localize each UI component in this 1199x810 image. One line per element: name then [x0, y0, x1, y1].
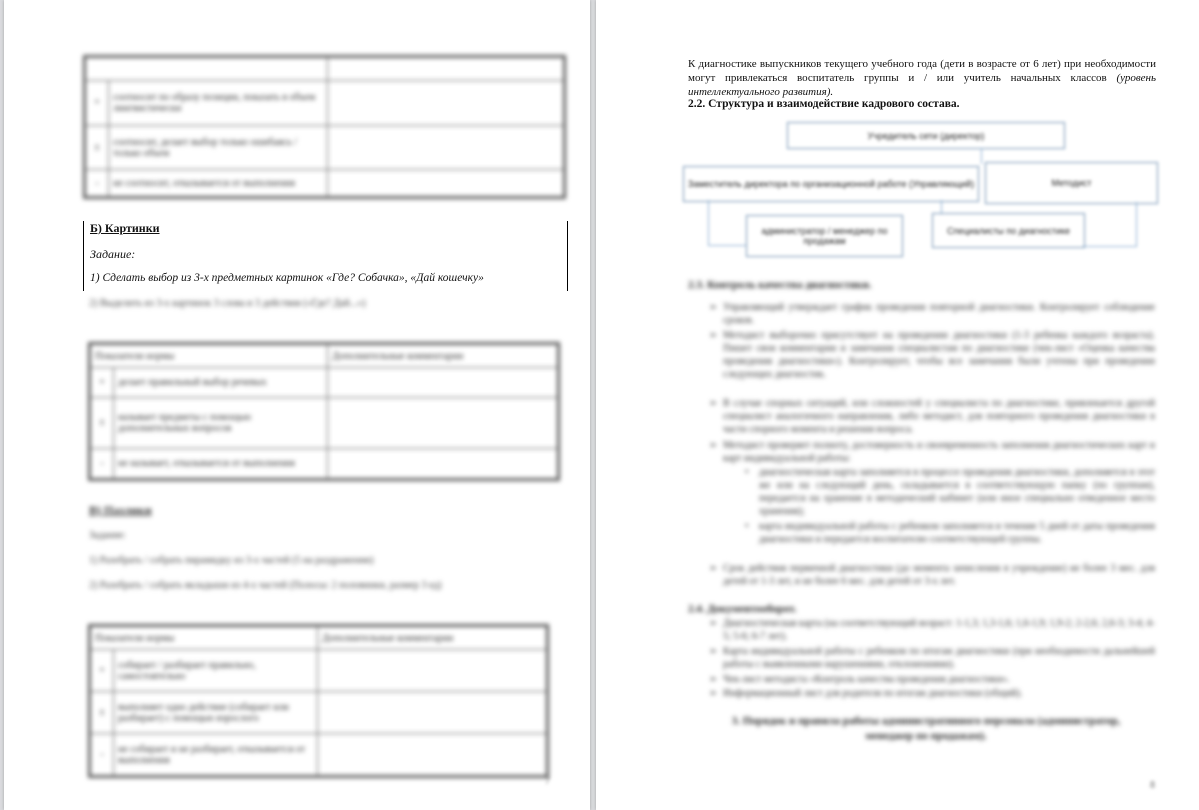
table-row	[91, 734, 547, 776]
table-row	[91, 650, 547, 692]
list-item	[709, 687, 1155, 700]
org-box-founder: Учредитель сети (директор)	[787, 122, 1065, 149]
arrow-bullet-icon: ➢	[709, 330, 718, 341]
list-item	[709, 439, 1155, 465]
page-number-right: 8	[1150, 780, 1155, 791]
list-item-text: Информационный лист для родителя по итогам диагностики (общий).	[723, 688, 1023, 699]
table-row	[86, 81, 564, 126]
list-item-text: Чек-лист методиста «Контроль качества проведения диагностики».	[723, 674, 1010, 685]
comment-cell	[318, 650, 547, 692]
mark-cell: +	[91, 368, 114, 398]
org-box-deputy: Заместитель директора по организационной работе (Управляющий)	[683, 166, 979, 202]
criteria-text: соотносит, делает выбор только ошибаясь / только объем	[109, 125, 328, 170]
section-c-task-1: 1) Разобрать / собрать пирамидку из 3-х частей (5 на раздражении)	[89, 555, 374, 566]
table-row	[86, 125, 564, 170]
page-number-left: 7	[545, 776, 550, 787]
list-item	[709, 562, 1155, 588]
mark-cell: ±	[91, 692, 114, 734]
mark-cell: +	[86, 81, 109, 126]
org-box-specialists: Специалисты по диагностике	[932, 213, 1085, 248]
comment-cell	[328, 170, 564, 197]
org-connector	[1083, 246, 1136, 247]
dot-bullet-icon: •	[745, 467, 749, 478]
comment-cell	[328, 398, 558, 449]
comment-cell	[318, 734, 547, 776]
list-item-text: карта индивидуальной работы с ребенком заполняется в течение 5 дней от даты проведения диагностики и передается воспитателю соответствующей группы.	[759, 521, 1155, 545]
list-item-text: Управляющий утверждает график проведения повторной диагностики. Контролирует соблюдение сроков.	[723, 302, 1155, 326]
org-chart	[596, 0, 1199, 260]
intro-italic: (уровень интеллектуального развития).	[688, 72, 1157, 98]
arrow-bullet-icon: ➢	[709, 646, 718, 657]
list-item	[709, 329, 1155, 381]
list-item	[709, 397, 1155, 436]
criteria-text: собирает / разбирает правильно, самостоятельно	[114, 650, 318, 692]
list-item-text: Карта индивидуальной работы с ребенком по итогам диагностики (при необходимости дальнейшей работы с выявленными нарушениями, отклонениями).	[723, 646, 1155, 670]
list-item	[709, 617, 1155, 643]
list-item	[745, 520, 1155, 546]
list-item-text: Срок действия первичной диагностики (до момента зачисления в учреждение) не более 3 мес. для детей от 1-3 лет, и не более 6 мес. для детей от 3-х лет.	[723, 563, 1155, 587]
org-connector	[981, 148, 982, 164]
mark-cell: +	[91, 650, 114, 692]
criteria-text: не собирает и не разбирает, отказывается от выполнения	[114, 734, 318, 776]
document-page-left	[4, 0, 590, 810]
arrow-bullet-icon: ➢	[709, 440, 718, 451]
comment-cell	[328, 81, 564, 126]
comment-cell	[318, 692, 547, 734]
dot-bullet-icon: •	[745, 521, 749, 532]
table-header: Показатели нормы	[91, 627, 318, 650]
table-row	[91, 368, 558, 398]
arrow-bullet-icon: ➢	[709, 688, 718, 699]
org-connector	[941, 200, 942, 213]
list-item-text: Методист проверяет полноту, достоверность и своевременность заполнения диагностических карт и карт индивидуальной работы:	[723, 440, 1155, 464]
criteria-text: называет предметы с помощью дополнительных вопросов	[114, 398, 328, 449]
comment-cell	[328, 125, 564, 170]
section-2-3-heading: 2.3. Контроль качества диагностики.	[688, 279, 872, 291]
table-row	[91, 692, 547, 734]
criteria-table-a	[83, 55, 566, 199]
section-b-pictures	[83, 221, 568, 291]
list-item	[745, 466, 1155, 518]
criteria-text: соотносит по образу позиции, показать в объем лингвистически	[109, 81, 328, 126]
list-item	[709, 645, 1155, 671]
table-row	[91, 448, 558, 478]
section-c-task-2: 2) Разобрать / собрать вкладыши из 4-х частей (Полосы: 2 половинки, размер 3 ед)	[89, 580, 442, 591]
comment-cell	[328, 368, 558, 398]
org-box-methodist: Методист	[985, 162, 1158, 204]
mark-cell: ±	[86, 125, 109, 170]
section-b-task-2: 2) Выделить из 3-х картинок 3 слова и 3 действия («Где? Дай...»)	[89, 298, 366, 309]
mark-cell: -	[86, 170, 109, 197]
list-item-text: В случае спорных ситуаций, или сложностей у специалиста по диагностике, привлекается другой специалист аналогичного направления, либо методист, для повторного проведения диагностики в части спорного момента и решения вопроса.	[723, 398, 1155, 435]
org-box-admin: администратор / менеджер по продажам	[746, 215, 903, 257]
criteria-table-c	[88, 624, 549, 778]
mark-cell: ±	[91, 398, 114, 449]
arrow-bullet-icon: ➢	[709, 563, 718, 574]
table-header: Дополнительные комментарии	[318, 627, 547, 650]
criteria-table-b	[88, 342, 560, 481]
section-c-task-label: Задание:	[89, 530, 126, 541]
arrow-bullet-icon: ➢	[709, 398, 718, 409]
list-item	[709, 301, 1155, 327]
org-connector	[708, 245, 746, 246]
section-3-heading: 3. Порядок и правила работы административного персонала (администратор, менеджер по продажам).	[731, 715, 1121, 742]
table-row	[86, 170, 564, 197]
criteria-text: не соотносит, отказывается от выполнения	[109, 170, 328, 197]
section-2-2-heading: 2.2. Структура и взаимодействие кадрового состава.	[688, 98, 960, 110]
list-item-text: Методист выборочно присутствует на проведении диагностики (1-3 ребенка каждого возраста). Пишет свои комментарии и замечания специалистам по диагностике (чек-лист «Оценка качества проведения диагностики»). Контролирует, чтобы все замечания были учтены при проведении следующих диагностик.	[723, 330, 1155, 380]
arrow-bullet-icon: ➢	[709, 302, 718, 313]
table-header: Показатели нормы	[91, 345, 328, 368]
arrow-bullet-icon: ➢	[709, 618, 718, 629]
criteria-text: выполняет одно действие (собирает или разбирает) с помощью взрослого	[114, 692, 318, 734]
section-b-task-1: 1) Сделать выбор из 3-х предметных картинок «Где? Собачка», «Дай кошечку»	[90, 272, 484, 284]
arrow-bullet-icon: ➢	[709, 674, 718, 685]
section-b-task-label: Задание:	[90, 247, 136, 261]
section-2-4-heading: 2.4. Документооборот.	[688, 603, 797, 615]
criteria-text: не называет, отказывается от выполнения	[114, 448, 328, 478]
mark-cell: -	[91, 734, 114, 776]
intro-text: К диагностике выпускников текущего учебного года (дети в возрасте от 6 лет) при необходимости могут привлекаться воспитатель группы и / или учитель начальных классов	[688, 58, 1156, 84]
org-connector	[1136, 202, 1137, 247]
mark-cell: -	[91, 448, 114, 478]
list-item-text: диагностическая карта заполняется в процессе проведения диагностики, дополняется в этот же или на следующий день, складывается в соответствующую папку (по группам), передается на хранение в методический кабинет (или иное специально отведенное место хранения);	[759, 467, 1155, 517]
org-connector	[708, 200, 709, 245]
list-item-text: Диагностическая карта (на соответствующий возраст: 1-1,3; 1,3-1,6; 1,6-1,9; 1,9-2; 2-2,6; 2,6-3; 3-4; 4-5; 5-6; 6-7 лет).	[723, 618, 1155, 642]
criteria-text: делает правильный выбор речевых	[114, 368, 328, 398]
table-row	[91, 398, 558, 449]
comment-cell	[328, 448, 558, 478]
table-header: Дополнительные комментарии	[328, 345, 558, 368]
list-item	[709, 673, 1155, 686]
section-c-title: В) Пазлики	[89, 503, 152, 517]
section-b-title: Б) Картинки	[90, 221, 160, 235]
document-page-right	[596, 0, 1199, 810]
